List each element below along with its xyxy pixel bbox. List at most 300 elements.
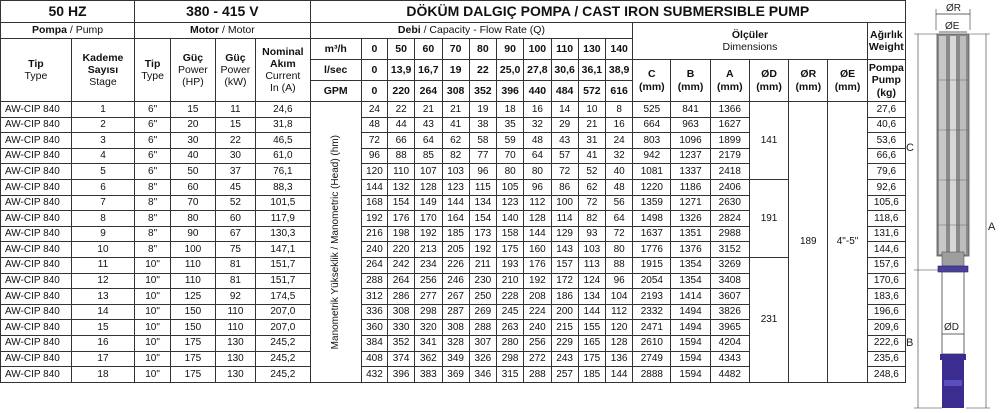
head-cell: 228 — [497, 289, 524, 305]
head-cell: 21 — [442, 102, 469, 118]
head-cell: 62 — [578, 179, 605, 195]
current-cell: 207,0 — [256, 304, 311, 320]
head-cell: 336 — [361, 304, 387, 320]
current-cell: 151,7 — [256, 273, 311, 289]
model-cell: AW-CIP 840 — [1, 148, 72, 164]
dim-c-cell: 2193 — [633, 289, 671, 305]
head-cell: 43 — [551, 133, 578, 149]
power-hp-cell: 30 — [171, 133, 216, 149]
stage-cell: 7 — [71, 195, 134, 211]
current-cell: 147,1 — [256, 242, 311, 258]
stage-cell: 5 — [71, 164, 134, 180]
power-hp-cell: 100 — [171, 242, 216, 258]
model-cell: AW-CIP 840 — [1, 242, 72, 258]
head-cell: 245 — [497, 304, 524, 320]
dim-c-cell: 2054 — [633, 273, 671, 289]
pump-body — [937, 34, 969, 272]
head-cell: 24 — [361, 102, 387, 118]
head-cell: 264 — [388, 273, 415, 289]
head-cell: 93 — [578, 226, 605, 242]
head-cell: 48 — [524, 133, 551, 149]
pompa-group-header: Pompa / Pump — [1, 23, 135, 39]
dim-b-cell: 1594 — [671, 335, 710, 351]
power-hp-cell: 90 — [171, 226, 216, 242]
head-cell: 105 — [497, 179, 524, 195]
dim-c-cell: 803 — [633, 133, 671, 149]
dim-a-cell: 1627 — [710, 117, 749, 133]
pump-intake — [942, 252, 964, 266]
head-cell: 41 — [578, 148, 605, 164]
current-cell: 207,0 — [256, 320, 311, 336]
model-cell: AW-CIP 840 — [1, 320, 72, 336]
head-cell: 165 — [578, 335, 605, 351]
head-cell: 170 — [415, 211, 442, 227]
head-cell: 123 — [497, 195, 524, 211]
dim-a-cell: 2179 — [710, 148, 749, 164]
flow-m3h-cell: 90 — [497, 39, 524, 60]
head-cell: 48 — [606, 179, 633, 195]
head-cell: 40 — [606, 164, 633, 180]
weight-group-header: Ağırlık Weight — [867, 23, 905, 60]
dim-b-cell: 1337 — [671, 164, 710, 180]
motor-type-cell: 10" — [135, 257, 171, 273]
power-hp-cell: 150 — [171, 320, 216, 336]
flow-lsec-cell: 38,9 — [606, 60, 633, 81]
current-cell: 61,0 — [256, 148, 311, 164]
head-cell: 246 — [442, 273, 469, 289]
head-cell: 408 — [361, 351, 387, 367]
dim-b-cell: 1354 — [671, 257, 710, 273]
stage-cell: 13 — [71, 289, 134, 305]
head-cell: 192 — [415, 226, 442, 242]
head-cell: 64 — [524, 148, 551, 164]
frequency-label: 50 HZ — [1, 1, 135, 23]
head-cell: 164 — [442, 211, 469, 227]
head-cell: 10 — [578, 102, 605, 118]
flow-gpm-cell: 264 — [415, 81, 442, 102]
head-cell: 31 — [578, 133, 605, 149]
flow-m3h-cell: 100 — [524, 39, 551, 60]
head-cell: 52 — [578, 164, 605, 180]
dim-b-cell: 1351 — [671, 226, 710, 242]
head-cell: 352 — [388, 335, 415, 351]
head-cell: 256 — [524, 335, 551, 351]
dim-b-header: B (mm) — [671, 60, 710, 102]
motor-coupling — [938, 266, 968, 272]
head-cell: 308 — [388, 304, 415, 320]
motor-type-cell: 10" — [135, 320, 171, 336]
dim-od-cell: 191 — [749, 179, 788, 257]
head-cell: 280 — [497, 335, 524, 351]
motor-type-header: Tip Type — [135, 39, 171, 102]
or-label: ØR — [946, 3, 961, 14]
dim-a-cell: 3607 — [710, 289, 749, 305]
power-hp-cell: 20 — [171, 117, 216, 133]
dim-c-cell: 1220 — [633, 179, 671, 195]
head-cell: 383 — [415, 367, 442, 383]
motor-type-cell: 10" — [135, 289, 171, 305]
pump-weight-header: Pompa Pump (kg) — [867, 60, 905, 102]
current-cell: 101,5 — [256, 195, 311, 211]
dim-a-cell: 3965 — [710, 320, 749, 336]
stage-cell: 17 — [71, 351, 134, 367]
motor-type-cell: 8" — [135, 179, 171, 195]
head-cell: 198 — [388, 226, 415, 242]
head-cell: 58 — [469, 133, 496, 149]
stage-cell: 2 — [71, 117, 134, 133]
head-cell: 175 — [497, 242, 524, 258]
head-cell: 213 — [415, 242, 442, 258]
stage-header: Kademe Sayısı Stage — [71, 39, 134, 102]
dim-b-cell: 1494 — [671, 320, 710, 336]
head-cell: 32 — [524, 117, 551, 133]
flow-lsec-cell: 22 — [469, 60, 496, 81]
power-hp-cell: 175 — [171, 367, 216, 383]
current-cell: 245,2 — [256, 351, 311, 367]
head-cell: 22 — [388, 102, 415, 118]
head-cell: 288 — [361, 273, 387, 289]
head-cell: 103 — [578, 242, 605, 258]
power-kw-cell: 110 — [215, 320, 255, 336]
dim-c-cell: 942 — [633, 148, 671, 164]
dim-a-cell: 2418 — [710, 164, 749, 180]
dim-a-cell: 4343 — [710, 351, 749, 367]
power-hp-cell: 175 — [171, 335, 216, 351]
power-hp-cell: 110 — [171, 257, 216, 273]
head-cell: 360 — [361, 320, 387, 336]
head-cell: 369 — [442, 367, 469, 383]
motor-type-cell: 10" — [135, 367, 171, 383]
stage-cell: 6 — [71, 179, 134, 195]
head-cell: 62 — [442, 133, 469, 149]
head-cell: 14 — [551, 102, 578, 118]
dim-a-cell: 4482 — [710, 367, 749, 383]
model-cell: AW-CIP 840 — [1, 273, 72, 289]
dim-c-cell: 1776 — [633, 242, 671, 258]
model-cell: AW-CIP 840 — [1, 226, 72, 242]
flow-lsec-cell: 30,6 — [551, 60, 578, 81]
dim-c-cell: 1915 — [633, 257, 671, 273]
dim-b-cell: 1414 — [671, 289, 710, 305]
flow-m3h-cell: 130 — [578, 39, 605, 60]
voltage-label: 380 - 415 V — [135, 1, 311, 23]
head-cell: 38 — [469, 117, 496, 133]
head-cell: 64 — [415, 133, 442, 149]
head-cell: 80 — [497, 164, 524, 180]
head-cell: 110 — [388, 164, 415, 180]
weight-cell: 118,6 — [867, 211, 905, 227]
dim-b-cell: 1271 — [671, 195, 710, 211]
head-cell: 96 — [361, 148, 387, 164]
power-hp-header: Güç Power (HP) — [171, 39, 216, 102]
head-cell: 158 — [497, 226, 524, 242]
dim-b-cell: 1326 — [671, 211, 710, 227]
head-cell: 96 — [606, 273, 633, 289]
head-cell: 229 — [551, 335, 578, 351]
head-cell: 263 — [497, 320, 524, 336]
dim-c-header: C (mm) — [633, 60, 671, 102]
weight-cell: 196,6 — [867, 304, 905, 320]
stage-cell: 9 — [71, 226, 134, 242]
head-cell: 140 — [497, 211, 524, 227]
head-cell: 16 — [524, 102, 551, 118]
head-cell: 250 — [469, 289, 496, 305]
power-kw-cell: 81 — [215, 273, 255, 289]
head-cell: 173 — [469, 226, 496, 242]
power-kw-cell: 22 — [215, 133, 255, 149]
head-cell: 308 — [442, 320, 469, 336]
head-cell: 200 — [551, 304, 578, 320]
model-cell: AW-CIP 840 — [1, 102, 72, 118]
head-cell: 56 — [606, 195, 633, 211]
dim-a-cell: 2988 — [710, 226, 749, 242]
head-cell: 64 — [606, 211, 633, 227]
pump-highlight-left — [939, 36, 946, 254]
head-cell: 128 — [415, 179, 442, 195]
stage-cell: 15 — [71, 320, 134, 336]
flow-gpm-cell: 616 — [606, 81, 633, 102]
dim-c-cell: 2888 — [633, 367, 671, 383]
dim-oe-cell: 4"-5" — [828, 102, 867, 383]
dim-b-cell: 1354 — [671, 273, 710, 289]
head-cell: 186 — [551, 289, 578, 305]
flow-lsec-cell: 25,0 — [497, 60, 524, 81]
dim-a-cell: 1366 — [710, 102, 749, 118]
power-kw-cell: 15 — [215, 117, 255, 133]
weight-cell: 235,6 — [867, 351, 905, 367]
head-cell: 104 — [606, 289, 633, 305]
motor-type-cell: 8" — [135, 226, 171, 242]
stage-cell: 12 — [71, 273, 134, 289]
dim-b-cell: 1237 — [671, 148, 710, 164]
head-cell: 326 — [469, 351, 496, 367]
head-cell: 176 — [524, 257, 551, 273]
dim-a-cell: 2406 — [710, 179, 749, 195]
head-cell: 18 — [497, 102, 524, 118]
head-cell: 144 — [361, 179, 387, 195]
motor-type-cell: 10" — [135, 273, 171, 289]
power-kw-cell: 45 — [215, 179, 255, 195]
motor-type-cell: 10" — [135, 335, 171, 351]
dim-c-cell: 2749 — [633, 351, 671, 367]
head-cell: 144 — [578, 304, 605, 320]
model-cell: AW-CIP 840 — [1, 367, 72, 383]
model-cell: AW-CIP 840 — [1, 289, 72, 305]
motor-type-cell: 6" — [135, 148, 171, 164]
power-kw-cell: 81 — [215, 257, 255, 273]
dim-a-cell: 4204 — [710, 335, 749, 351]
head-cell: 298 — [497, 351, 524, 367]
head-cell: 72 — [578, 195, 605, 211]
head-cell: 8 — [606, 102, 633, 118]
motor-body — [940, 272, 966, 408]
motor-flange — [940, 354, 966, 360]
unit-m3h: m³/h — [310, 39, 361, 60]
pump-dimension-drawing — [906, 0, 1000, 413]
power-kw-cell: 52 — [215, 195, 255, 211]
motor-group-header: Motor / Motor — [135, 23, 311, 39]
dim-a-header: A (mm) — [710, 60, 749, 102]
dim-c-cell: 1637 — [633, 226, 671, 242]
head-cell: 115 — [469, 179, 496, 195]
power-kw-cell: 75 — [215, 242, 255, 258]
group-header-row — [1, 23, 906, 39]
head-cell: 272 — [524, 351, 551, 367]
head-cell: 77 — [469, 148, 496, 164]
head-cell: 112 — [524, 195, 551, 211]
head-cell: 59 — [497, 133, 524, 149]
head-cell: 134 — [578, 289, 605, 305]
head-cell: 230 — [469, 273, 496, 289]
current-cell: 76,1 — [256, 164, 311, 180]
table-title: DÖKÜM DALGIÇ POMPA / CAST IRON SUBMERSIBLE PUMP — [310, 1, 905, 23]
head-cell: 257 — [551, 367, 578, 383]
power-hp-cell: 80 — [171, 211, 216, 227]
dim-or-cell: 189 — [789, 102, 828, 383]
head-cell: 124 — [578, 273, 605, 289]
dim-c-cell: 525 — [633, 102, 671, 118]
head-cell: 298 — [415, 304, 442, 320]
head-cell: 211 — [469, 257, 496, 273]
head-cell: 144 — [442, 195, 469, 211]
head-cell: 176 — [388, 211, 415, 227]
dim-c-cell: 1498 — [633, 211, 671, 227]
head-cell: 66 — [388, 133, 415, 149]
dim-b-cell: 1096 — [671, 133, 710, 149]
current-cell: 245,2 — [256, 335, 311, 351]
head-cell: 330 — [388, 320, 415, 336]
head-cell: 277 — [415, 289, 442, 305]
stage-cell: 16 — [71, 335, 134, 351]
dim-c-cell: 2471 — [633, 320, 671, 336]
flow-lsec-cell: 19 — [442, 60, 469, 81]
head-cell: 19 — [469, 102, 496, 118]
stage-cell: 14 — [71, 304, 134, 320]
weight-cell: 222,6 — [867, 335, 905, 351]
weight-cell: 53,6 — [867, 133, 905, 149]
head-cell: 208 — [524, 289, 551, 305]
power-kw-cell: 67 — [215, 226, 255, 242]
head-cell: 328 — [442, 335, 469, 351]
flow-m3h-cell: 50 — [388, 39, 415, 60]
head-cell: 72 — [551, 164, 578, 180]
head-cell: 192 — [469, 242, 496, 258]
head-cell: 96 — [469, 164, 496, 180]
table-row — [1, 102, 906, 118]
table-row — [1, 257, 906, 273]
dim-a-cell: 2630 — [710, 195, 749, 211]
power-kw-cell: 11 — [215, 102, 255, 118]
dimensions-group-header: Ölçüler Dimensions — [633, 23, 867, 60]
weight-cell: 170,6 — [867, 273, 905, 289]
weight-cell: 105,6 — [867, 195, 905, 211]
head-cell: 96 — [524, 179, 551, 195]
head-cell: 288 — [524, 367, 551, 383]
dim-a-cell: 3826 — [710, 304, 749, 320]
dim-b-cell: 1594 — [671, 351, 710, 367]
head-cell: 242 — [388, 257, 415, 273]
head-cell: 144 — [606, 367, 633, 383]
head-cell: 29 — [551, 117, 578, 133]
flow-m3h-cell: 70 — [442, 39, 469, 60]
unit-lsec: l/sec — [310, 60, 361, 81]
model-cell: AW-CIP 840 — [1, 304, 72, 320]
power-hp-cell: 50 — [171, 164, 216, 180]
dim-a-cell: 1899 — [710, 133, 749, 149]
flow-m3h-cell: 0 — [361, 39, 387, 60]
head-cell: 175 — [578, 351, 605, 367]
nominal-current-header: Nominal Akım Current In (A) — [256, 39, 311, 102]
od-label: ØD — [944, 322, 959, 333]
head-cell: 129 — [551, 226, 578, 242]
head-cell: 349 — [442, 351, 469, 367]
motor-type-cell: 8" — [135, 242, 171, 258]
head-cell: 113 — [578, 257, 605, 273]
head-cell: 192 — [361, 211, 387, 227]
pump-highlight-right — [960, 36, 966, 254]
head-cell: 154 — [388, 195, 415, 211]
weight-cell: 183,6 — [867, 289, 905, 305]
motor-type-cell: 10" — [135, 351, 171, 367]
motor-type-cell: 6" — [135, 164, 171, 180]
motor-type-cell: 6" — [135, 102, 171, 118]
head-cell: 24 — [606, 133, 633, 149]
head-cell: 72 — [606, 226, 633, 242]
power-kw-cell: 130 — [215, 335, 255, 351]
dim-b-cell: 963 — [671, 117, 710, 133]
power-hp-cell: 15 — [171, 102, 216, 118]
dim-c-cell: 664 — [633, 117, 671, 133]
oe-label: ØE — [945, 21, 960, 32]
head-cell: 48 — [361, 117, 387, 133]
current-cell: 151,7 — [256, 257, 311, 273]
stage-cell: 1 — [71, 102, 134, 118]
flow-m3h-cell: 110 — [551, 39, 578, 60]
head-cell: 215 — [551, 320, 578, 336]
head-cell: 132 — [388, 179, 415, 195]
head-axis-label-cell — [310, 102, 361, 383]
weight-cell: 157,6 — [867, 257, 905, 273]
head-cell: 432 — [361, 367, 387, 383]
weight-cell: 79,6 — [867, 164, 905, 180]
motor-type-cell: 6" — [135, 117, 171, 133]
head-cell: 43 — [415, 117, 442, 133]
model-cell: AW-CIP 840 — [1, 195, 72, 211]
weight-cell: 144,6 — [867, 242, 905, 258]
head-cell: 243 — [551, 351, 578, 367]
pump-highlight-center — [950, 36, 956, 254]
dim-od-cell: 141 — [749, 102, 788, 180]
head-cell: 80 — [606, 242, 633, 258]
head-cell: 21 — [415, 102, 442, 118]
head-cell: 220 — [388, 242, 415, 258]
current-cell: 174,5 — [256, 289, 311, 305]
flow-m3h-cell: 80 — [469, 39, 496, 60]
head-cell: 149 — [415, 195, 442, 211]
motor-type-cell: 6" — [135, 133, 171, 149]
head-cell: 216 — [361, 226, 387, 242]
head-cell: 103 — [442, 164, 469, 180]
dim-b-cell: 1494 — [671, 304, 710, 320]
head-cell: 307 — [469, 335, 496, 351]
head-cell: 136 — [606, 351, 633, 367]
flow-gpm-cell: 396 — [497, 81, 524, 102]
weight-cell: 40,6 — [867, 117, 905, 133]
current-cell: 130,3 — [256, 226, 311, 242]
head-cell: 157 — [551, 257, 578, 273]
head-cell: 82 — [442, 148, 469, 164]
debi-group-header: Debi / Capacity - Flow Rate (Q) — [310, 23, 633, 39]
